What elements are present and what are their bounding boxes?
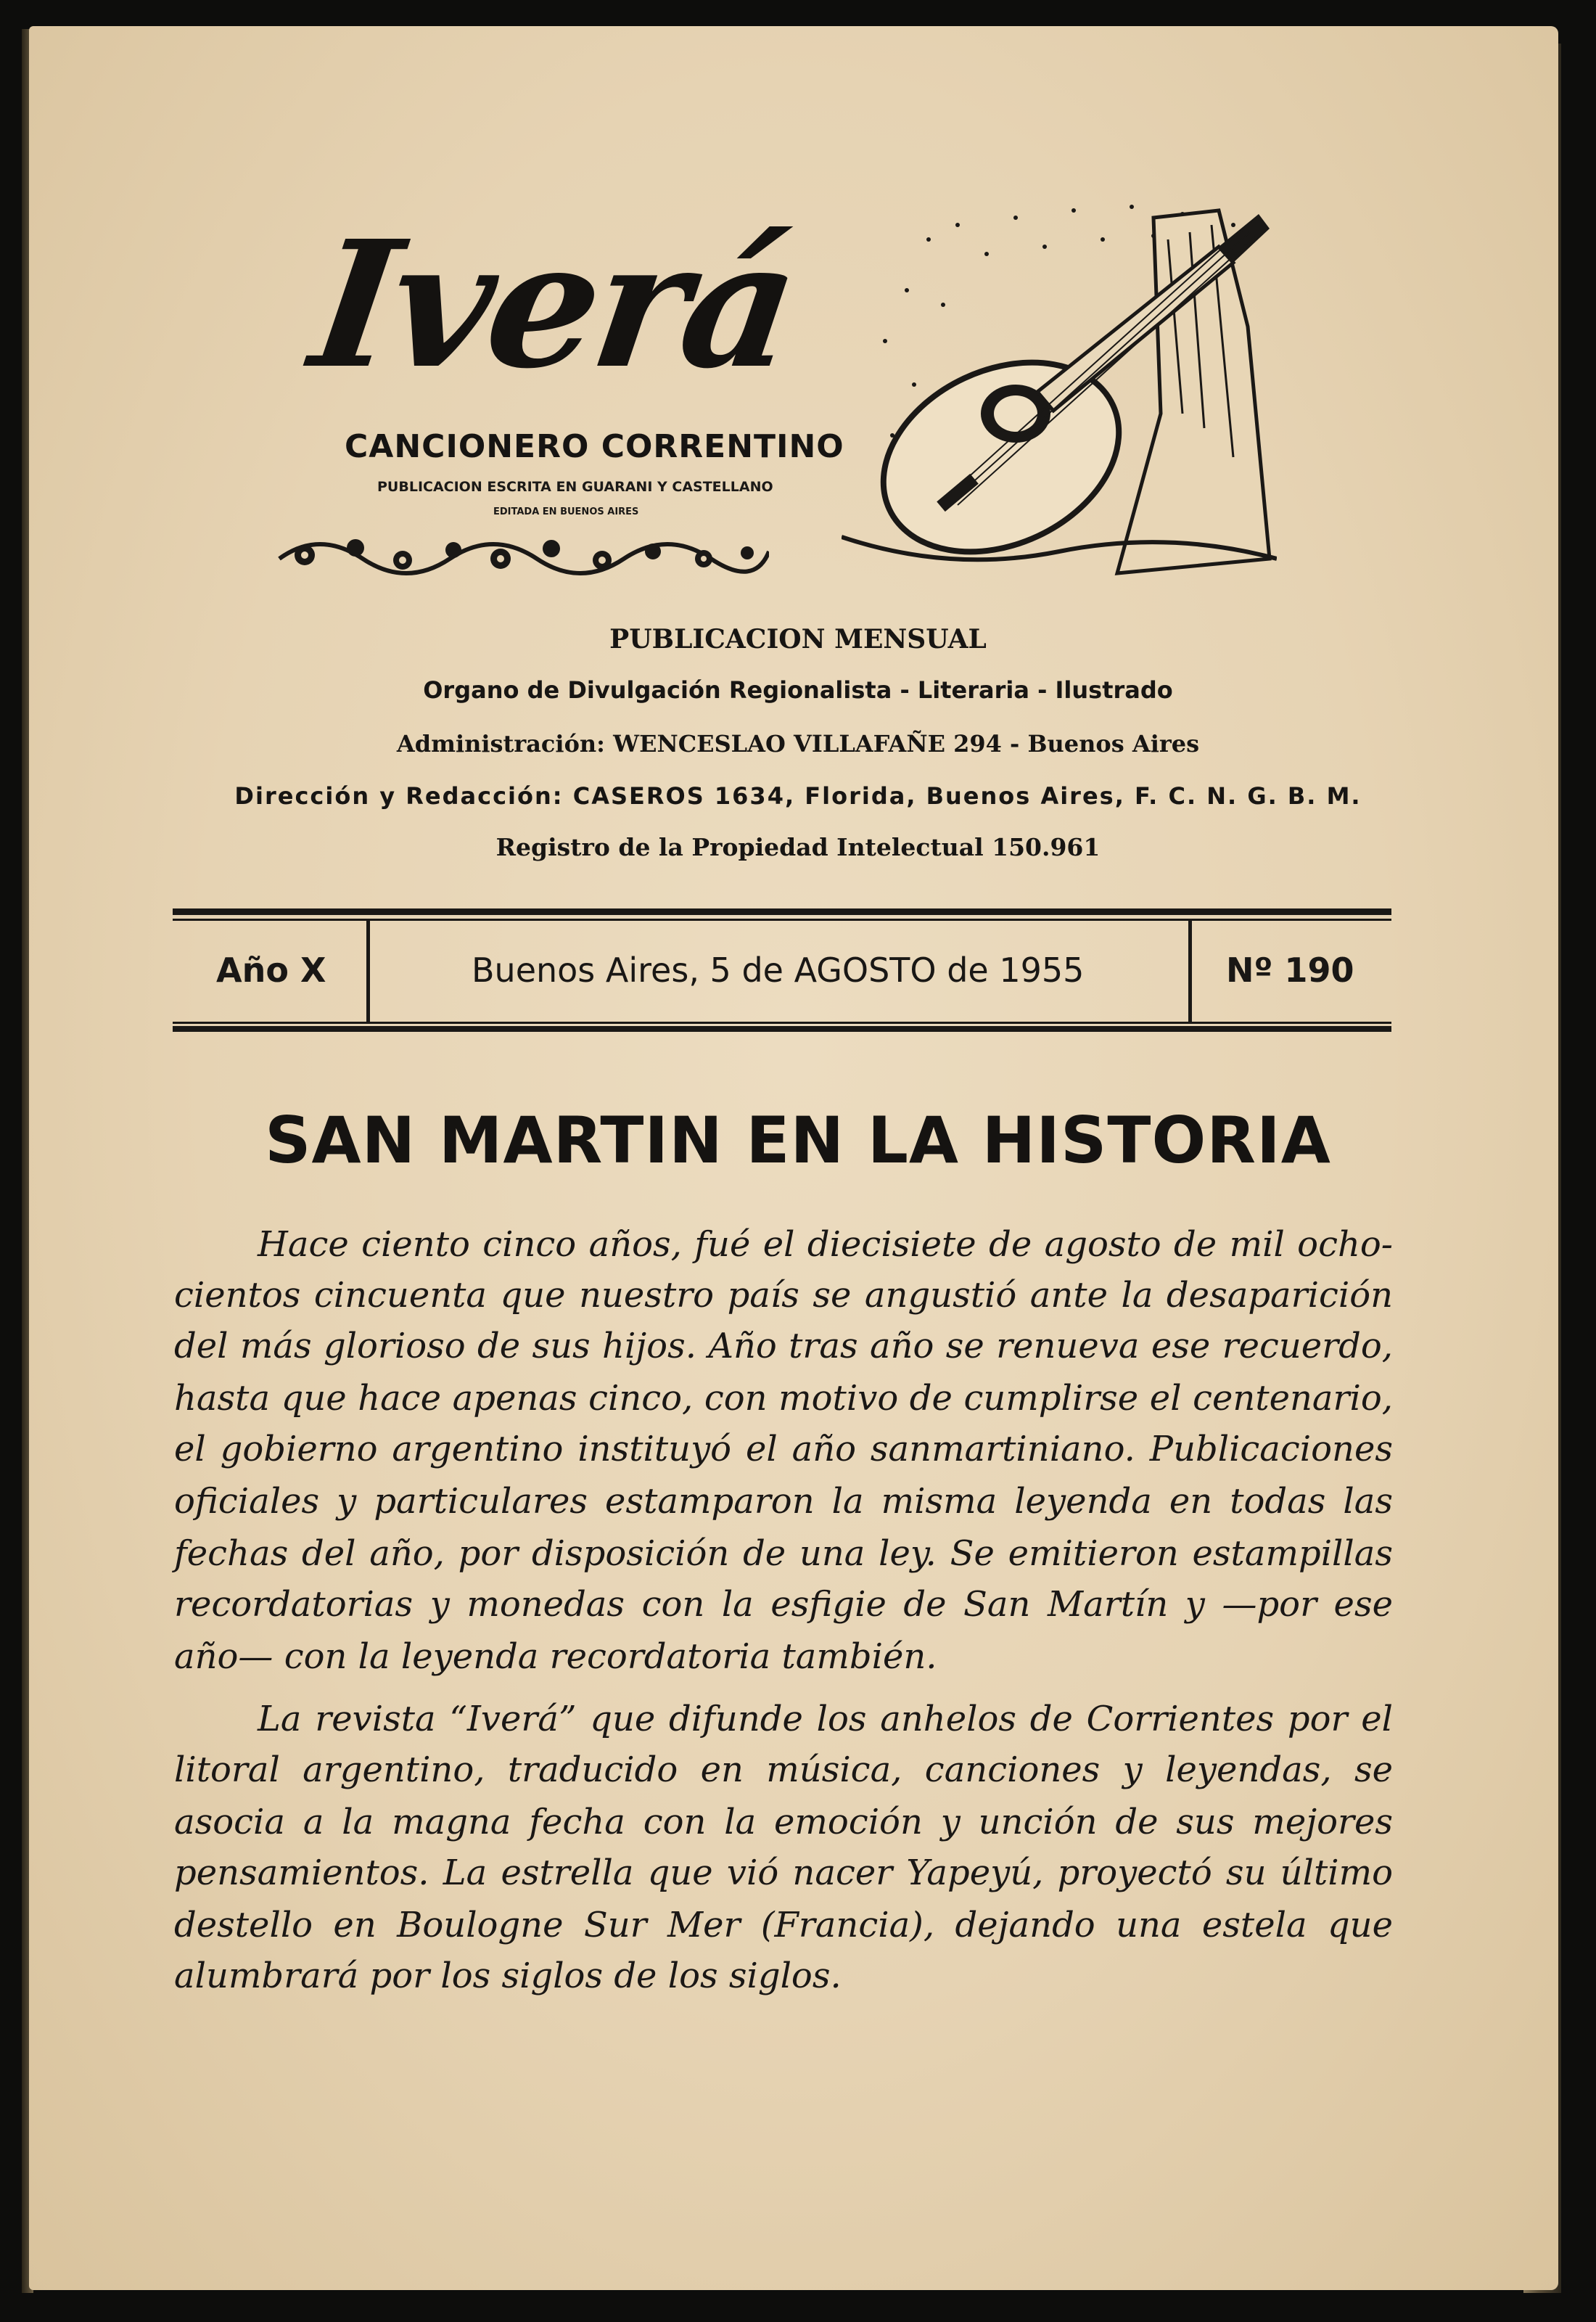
magazine-place: EDITADA EN BUENOS AIRES (493, 506, 639, 517)
article-line: el gobierno argentino instituyó el año sanmartiniano. Publicaciones (174, 1429, 1393, 1469)
article-line: La revista “Iverá” que difunde los anhelos de Corrientes por el (258, 1699, 1393, 1739)
issue-divider (366, 920, 370, 1023)
issue-date: Buenos Aires, 5 de AGOSTO de 1955 (472, 951, 1085, 990)
article-line: destello en Boulogne Sur Mer (Francia), dejando una estela que (174, 1905, 1393, 1945)
magazine-title: Iverá (301, 202, 807, 407)
article-line: hasta que hace apenas cinco, con motivo de cumplirse el centenario, (174, 1378, 1393, 1419)
guitar-illustration-icon (842, 196, 1277, 588)
bottom-rule (173, 1026, 1391, 1032)
article-line: alumbrará por los siglos de los siglos. (174, 1956, 842, 1996)
magazine-subtitle: CANCIONERO CORRENTINO (345, 428, 844, 465)
article-line: del más glorioso de sus hijos. Año tras año se renueva ese recuerdo, (174, 1326, 1393, 1366)
article-line: recordatorias y monedas con la esfigie de San Martín y —por ese (174, 1584, 1393, 1625)
registry-number: Registro de la Propiedad Intelectual 150.961 (495, 833, 1101, 861)
issue-year: Año X (216, 951, 326, 990)
article-line: asocia a la magna fecha con la emoción y unción de sus mejores (174, 1802, 1393, 1842)
issue-divider (1188, 920, 1192, 1023)
article-line: fechas del año, por disposición de una ley. Se emitieron estampillas (174, 1533, 1393, 1574)
article-line: pensamientos. La estrella que vió nacer Yapeyú, proyectó su último (174, 1853, 1393, 1893)
article-line: año— con la leyenda recordatoria también. (174, 1636, 937, 1677)
article-line: oficiales y particulares estamparon la misma leyenda en todas las (174, 1481, 1393, 1522)
publication-frequency: PUBLICACION MENSUAL (609, 624, 987, 655)
flower-ornament-icon (276, 515, 769, 580)
masthead (276, 196, 1277, 588)
top-rule-thin (173, 919, 1391, 921)
bottom-rule-thin (173, 1022, 1391, 1024)
direction-address: Dirección y Redacción: CASEROS 1634, Florida, Buenos Aires, F. C. N. G. B. M. (234, 782, 1362, 810)
article-title: SAN MARTIN EN LA HISTORIA (265, 1103, 1331, 1178)
article-line: Hace ciento cinco años, fué el diecisiete de agosto de mil ocho- (258, 1224, 1393, 1265)
top-rule (173, 908, 1391, 915)
administration-address: Administración: WENCESLAO VILLAFAÑE 294 - Buenos Aires (396, 730, 1200, 758)
article-line: cientos cincuenta que nuestro país se angustió ante la desaparición (174, 1275, 1393, 1316)
issue-number: Nº 190 (1226, 951, 1354, 990)
publication-organ: Organo de Divulgación Regionalista - Literaria - Ilustrado (423, 676, 1173, 704)
magazine-tagline: PUBLICACION ESCRITA EN GUARANI Y CASTELLANO (377, 479, 773, 495)
article-line: litoral argentino, traducido en música, canciones y leyendas, se (174, 1749, 1393, 1790)
